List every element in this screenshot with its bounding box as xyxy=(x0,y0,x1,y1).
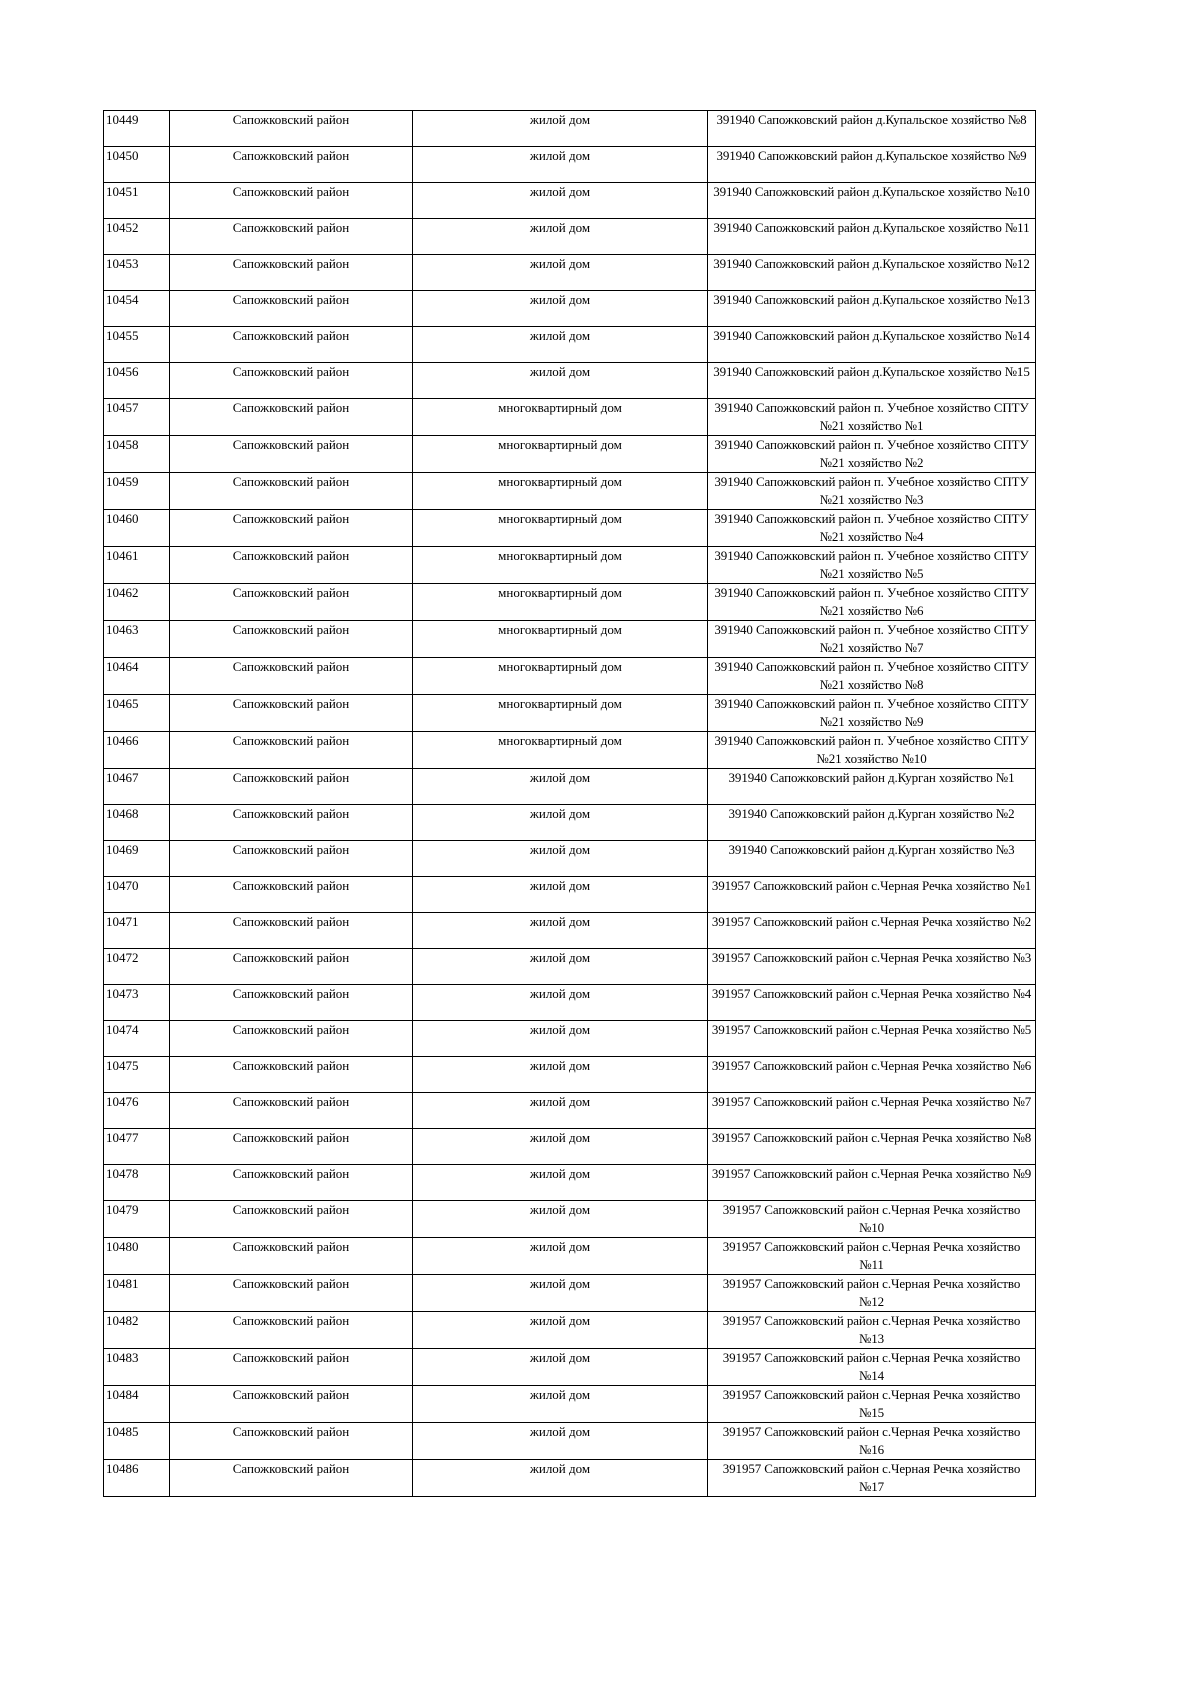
address-cell: 391957 Сапожковский район с.Черная Речка хозяйство №6 xyxy=(708,1057,1036,1093)
address-cell: 391940 Сапожковский район д.Купальское хозяйство №8 xyxy=(708,111,1036,147)
building-type-cell: жилой дом xyxy=(413,183,708,219)
building-type-cell: многоквартирный дом xyxy=(413,399,708,436)
district-cell: Сапожковский район xyxy=(170,1238,413,1275)
table-row xyxy=(104,658,1036,695)
record-number-cell: 10485 xyxy=(104,1423,170,1460)
address-cell: 391940 Сапожковский район д.Купальское хозяйство №11 xyxy=(708,219,1036,255)
district-cell: Сапожковский район xyxy=(170,732,413,769)
table-row xyxy=(104,584,1036,621)
table-row xyxy=(104,769,1036,805)
building-type-cell: жилой дом xyxy=(413,1129,708,1165)
district-cell: Сапожковский район xyxy=(170,219,413,255)
table-row xyxy=(104,1165,1036,1201)
district-cell: Сапожковский район xyxy=(170,436,413,473)
table-row xyxy=(104,732,1036,769)
address-cell: 391940 Сапожковский район п. Учебное хозяйство СПТУ №21 хозяйство №7 xyxy=(708,621,1036,658)
record-number-cell: 10482 xyxy=(104,1312,170,1349)
record-number-cell: 10483 xyxy=(104,1349,170,1386)
building-type-cell: жилой дом xyxy=(413,913,708,949)
building-type-cell: многоквартирный дом xyxy=(413,436,708,473)
table-row xyxy=(104,621,1036,658)
table-row xyxy=(104,985,1036,1021)
building-type-cell: жилой дом xyxy=(413,1057,708,1093)
record-number-cell: 10457 xyxy=(104,399,170,436)
registry-table-body xyxy=(104,111,1036,1497)
document-page xyxy=(103,110,1035,1497)
address-cell: 391957 Сапожковский район с.Черная Речка хозяйство №13 xyxy=(708,1312,1036,1349)
building-type-cell: жилой дом xyxy=(413,327,708,363)
district-cell: Сапожковский район xyxy=(170,769,413,805)
building-type-cell: многоквартирный дом xyxy=(413,695,708,732)
district-cell: Сапожковский район xyxy=(170,913,413,949)
record-number-cell: 10453 xyxy=(104,255,170,291)
address-cell: 391957 Сапожковский район с.Черная Речка хозяйство №12 xyxy=(708,1275,1036,1312)
address-cell: 391940 Сапожковский район д.Купальское хозяйство №15 xyxy=(708,363,1036,399)
building-type-cell: многоквартирный дом xyxy=(413,732,708,769)
record-number-cell: 10475 xyxy=(104,1057,170,1093)
record-number-cell: 10470 xyxy=(104,877,170,913)
address-cell: 391957 Сапожковский район с.Черная Речка хозяйство №10 xyxy=(708,1201,1036,1238)
record-number-cell: 10467 xyxy=(104,769,170,805)
building-type-cell: жилой дом xyxy=(413,363,708,399)
district-cell: Сапожковский район xyxy=(170,1093,413,1129)
table-row xyxy=(104,913,1036,949)
address-cell: 391940 Сапожковский район п. Учебное хозяйство СПТУ №21 хозяйство №3 xyxy=(708,473,1036,510)
table-row xyxy=(104,363,1036,399)
table-row xyxy=(104,1349,1036,1386)
district-cell: Сапожковский район xyxy=(170,841,413,877)
building-type-cell: жилой дом xyxy=(413,291,708,327)
table-row xyxy=(104,1093,1036,1129)
district-cell: Сапожковский район xyxy=(170,1349,413,1386)
record-number-cell: 10479 xyxy=(104,1201,170,1238)
record-number-cell: 10472 xyxy=(104,949,170,985)
building-type-cell: жилой дом xyxy=(413,985,708,1021)
address-cell: 391940 Сапожковский район п. Учебное хозяйство СПТУ №21 хозяйство №4 xyxy=(708,510,1036,547)
district-cell: Сапожковский район xyxy=(170,1275,413,1312)
table-row xyxy=(104,1057,1036,1093)
address-cell: 391940 Сапожковский район д.Купальское хозяйство №9 xyxy=(708,147,1036,183)
address-cell: 391940 Сапожковский район п. Учебное хозяйство СПТУ №21 хозяйство №1 xyxy=(708,399,1036,436)
record-number-cell: 10478 xyxy=(104,1165,170,1201)
building-type-cell: жилой дом xyxy=(413,255,708,291)
table-row xyxy=(104,399,1036,436)
building-type-cell: многоквартирный дом xyxy=(413,473,708,510)
registry-table xyxy=(103,110,1036,1497)
table-row xyxy=(104,291,1036,327)
table-row xyxy=(104,1021,1036,1057)
table-row xyxy=(104,1423,1036,1460)
record-number-cell: 10464 xyxy=(104,658,170,695)
district-cell: Сапожковский район xyxy=(170,584,413,621)
district-cell: Сапожковский район xyxy=(170,877,413,913)
address-cell: 391940 Сапожковский район д.Купальское хозяйство №10 xyxy=(708,183,1036,219)
building-type-cell: жилой дом xyxy=(413,219,708,255)
record-number-cell: 10471 xyxy=(104,913,170,949)
address-cell: 391957 Сапожковский район с.Черная Речка хозяйство №9 xyxy=(708,1165,1036,1201)
table-row xyxy=(104,473,1036,510)
table-row xyxy=(104,1129,1036,1165)
table-row xyxy=(104,805,1036,841)
building-type-cell: жилой дом xyxy=(413,1165,708,1201)
building-type-cell: многоквартирный дом xyxy=(413,510,708,547)
address-cell: 391940 Сапожковский район п. Учебное хозяйство СПТУ №21 хозяйство №9 xyxy=(708,695,1036,732)
table-row xyxy=(104,695,1036,732)
address-cell: 391940 Сапожковский район д.Купальское хозяйство №12 xyxy=(708,255,1036,291)
table-row xyxy=(104,1460,1036,1497)
record-number-cell: 10466 xyxy=(104,732,170,769)
district-cell: Сапожковский район xyxy=(170,363,413,399)
building-type-cell: многоквартирный дом xyxy=(413,658,708,695)
table-row xyxy=(104,841,1036,877)
record-number-cell: 10462 xyxy=(104,584,170,621)
building-type-cell: жилой дом xyxy=(413,1021,708,1057)
record-number-cell: 10456 xyxy=(104,363,170,399)
table-row xyxy=(104,877,1036,913)
record-number-cell: 10473 xyxy=(104,985,170,1021)
record-number-cell: 10455 xyxy=(104,327,170,363)
address-cell: 391940 Сапожковский район д.Курган хозяйство №1 xyxy=(708,769,1036,805)
record-number-cell: 10477 xyxy=(104,1129,170,1165)
table-row xyxy=(104,147,1036,183)
table-row xyxy=(104,547,1036,584)
building-type-cell: жилой дом xyxy=(413,1093,708,1129)
building-type-cell: жилой дом xyxy=(413,1349,708,1386)
address-cell: 391957 Сапожковский район с.Черная Речка хозяйство №16 xyxy=(708,1423,1036,1460)
record-number-cell: 10458 xyxy=(104,436,170,473)
district-cell: Сапожковский район xyxy=(170,547,413,584)
building-type-cell: жилой дом xyxy=(413,1238,708,1275)
address-cell: 391940 Сапожковский район п. Учебное хозяйство СПТУ №21 хозяйство №2 xyxy=(708,436,1036,473)
building-type-cell: жилой дом xyxy=(413,1423,708,1460)
table-row xyxy=(104,949,1036,985)
table-row xyxy=(104,219,1036,255)
address-cell: 391940 Сапожковский район д.Купальское хозяйство №13 xyxy=(708,291,1036,327)
building-type-cell: многоквартирный дом xyxy=(413,621,708,658)
district-cell: Сапожковский район xyxy=(170,805,413,841)
address-cell: 391957 Сапожковский район с.Черная Речка хозяйство №2 xyxy=(708,913,1036,949)
district-cell: Сапожковский район xyxy=(170,658,413,695)
building-type-cell: жилой дом xyxy=(413,769,708,805)
district-cell: Сапожковский район xyxy=(170,985,413,1021)
table-row xyxy=(104,183,1036,219)
address-cell: 391957 Сапожковский район с.Черная Речка хозяйство №7 xyxy=(708,1093,1036,1129)
district-cell: Сапожковский район xyxy=(170,1423,413,1460)
address-cell: 391957 Сапожковский район с.Черная Речка хозяйство №3 xyxy=(708,949,1036,985)
record-number-cell: 10469 xyxy=(104,841,170,877)
address-cell: 391940 Сапожковский район д.Курган хозяйство №2 xyxy=(708,805,1036,841)
record-number-cell: 10452 xyxy=(104,219,170,255)
district-cell: Сапожковский район xyxy=(170,1057,413,1093)
table-row xyxy=(104,510,1036,547)
building-type-cell: жилой дом xyxy=(413,1312,708,1349)
building-type-cell: жилой дом xyxy=(413,147,708,183)
district-cell: Сапожковский район xyxy=(170,1312,413,1349)
record-number-cell: 10468 xyxy=(104,805,170,841)
address-cell: 391940 Сапожковский район п. Учебное хозяйство СПТУ №21 хозяйство №10 xyxy=(708,732,1036,769)
table-row xyxy=(104,436,1036,473)
table-row xyxy=(104,1238,1036,1275)
district-cell: Сапожковский район xyxy=(170,399,413,436)
address-cell: 391957 Сапожковский район с.Черная Речка хозяйство №11 xyxy=(708,1238,1036,1275)
record-number-cell: 10449 xyxy=(104,111,170,147)
building-type-cell: жилой дом xyxy=(413,949,708,985)
address-cell: 391940 Сапожковский район п. Учебное хозяйство СПТУ №21 хозяйство №5 xyxy=(708,547,1036,584)
district-cell: Сапожковский район xyxy=(170,1021,413,1057)
address-cell: 391957 Сапожковский район с.Черная Речка хозяйство №8 xyxy=(708,1129,1036,1165)
record-number-cell: 10481 xyxy=(104,1275,170,1312)
record-number-cell: 10480 xyxy=(104,1238,170,1275)
district-cell: Сапожковский район xyxy=(170,183,413,219)
table-row xyxy=(104,1275,1036,1312)
record-number-cell: 10476 xyxy=(104,1093,170,1129)
building-type-cell: жилой дом xyxy=(413,1275,708,1312)
building-type-cell: жилой дом xyxy=(413,111,708,147)
district-cell: Сапожковский район xyxy=(170,327,413,363)
table-row xyxy=(104,1386,1036,1423)
district-cell: Сапожковский район xyxy=(170,147,413,183)
address-cell: 391940 Сапожковский район п. Учебное хозяйство СПТУ №21 хозяйство №6 xyxy=(708,584,1036,621)
district-cell: Сапожковский район xyxy=(170,473,413,510)
district-cell: Сапожковский район xyxy=(170,949,413,985)
table-row xyxy=(104,255,1036,291)
address-cell: 391957 Сапожковский район с.Черная Речка хозяйство №17 xyxy=(708,1460,1036,1497)
district-cell: Сапожковский район xyxy=(170,291,413,327)
address-cell: 391957 Сапожковский район с.Черная Речка хозяйство №4 xyxy=(708,985,1036,1021)
record-number-cell: 10463 xyxy=(104,621,170,658)
district-cell: Сапожковский район xyxy=(170,111,413,147)
record-number-cell: 10465 xyxy=(104,695,170,732)
address-cell: 391957 Сапожковский район с.Черная Речка хозяйство №14 xyxy=(708,1349,1036,1386)
record-number-cell: 10459 xyxy=(104,473,170,510)
district-cell: Сапожковский район xyxy=(170,255,413,291)
building-type-cell: жилой дом xyxy=(413,1201,708,1238)
building-type-cell: жилой дом xyxy=(413,1460,708,1497)
building-type-cell: жилой дом xyxy=(413,877,708,913)
table-row xyxy=(104,1201,1036,1238)
building-type-cell: многоквартирный дом xyxy=(413,584,708,621)
table-row xyxy=(104,327,1036,363)
address-cell: 391957 Сапожковский район с.Черная Речка хозяйство №5 xyxy=(708,1021,1036,1057)
district-cell: Сапожковский район xyxy=(170,1129,413,1165)
table-row xyxy=(104,1312,1036,1349)
district-cell: Сапожковский район xyxy=(170,1386,413,1423)
record-number-cell: 10486 xyxy=(104,1460,170,1497)
building-type-cell: многоквартирный дом xyxy=(413,547,708,584)
record-number-cell: 10454 xyxy=(104,291,170,327)
record-number-cell: 10474 xyxy=(104,1021,170,1057)
address-cell: 391957 Сапожковский район с.Черная Речка хозяйство №15 xyxy=(708,1386,1036,1423)
district-cell: Сапожковский район xyxy=(170,1460,413,1497)
district-cell: Сапожковский район xyxy=(170,695,413,732)
record-number-cell: 10484 xyxy=(104,1386,170,1423)
building-type-cell: жилой дом xyxy=(413,841,708,877)
record-number-cell: 10450 xyxy=(104,147,170,183)
record-number-cell: 10461 xyxy=(104,547,170,584)
table-row xyxy=(104,111,1036,147)
address-cell: 391957 Сапожковский район с.Черная Речка хозяйство №1 xyxy=(708,877,1036,913)
record-number-cell: 10451 xyxy=(104,183,170,219)
record-number-cell: 10460 xyxy=(104,510,170,547)
address-cell: 391940 Сапожковский район п. Учебное хозяйство СПТУ №21 хозяйство №8 xyxy=(708,658,1036,695)
district-cell: Сапожковский район xyxy=(170,1201,413,1238)
district-cell: Сапожковский район xyxy=(170,621,413,658)
address-cell: 391940 Сапожковский район д.Купальское хозяйство №14 xyxy=(708,327,1036,363)
building-type-cell: жилой дом xyxy=(413,1386,708,1423)
district-cell: Сапожковский район xyxy=(170,510,413,547)
address-cell: 391940 Сапожковский район д.Курган хозяйство №3 xyxy=(708,841,1036,877)
building-type-cell: жилой дом xyxy=(413,805,708,841)
district-cell: Сапожковский район xyxy=(170,1165,413,1201)
